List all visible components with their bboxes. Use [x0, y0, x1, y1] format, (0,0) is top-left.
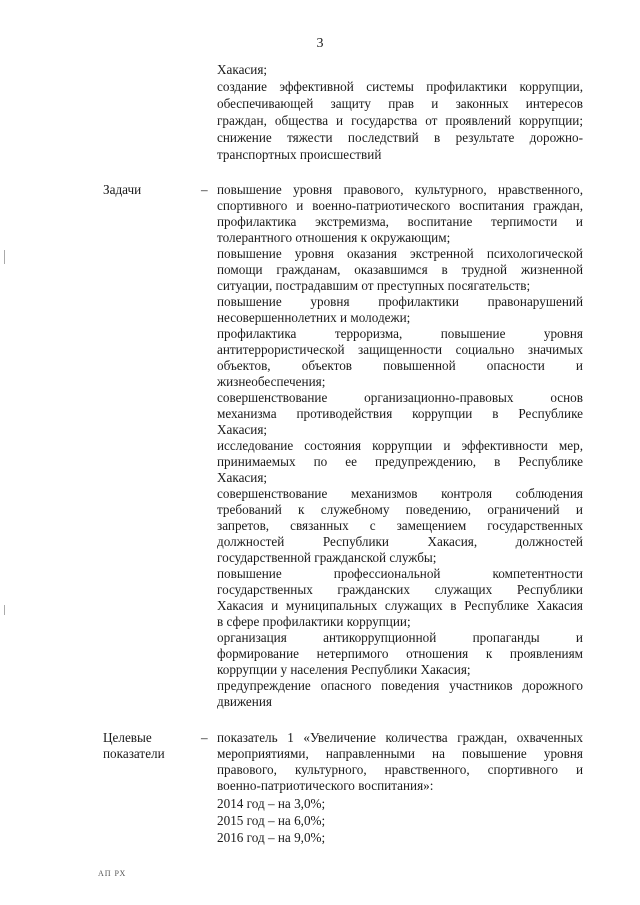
- top-line-1: Хакасия;: [217, 62, 268, 77]
- task-line: требований к служебному поведению, ограничений и: [217, 502, 583, 517]
- indicator-line: правового, культурного, нравственного, спортивного и: [217, 762, 583, 777]
- top-line-4: граждан, общества и государства от проявлений коррупции;: [217, 113, 583, 128]
- indicators-dash: –: [201, 730, 208, 745]
- task-line: принимаемых по ее предупреждению, в Республике: [217, 454, 583, 469]
- task-line: толерантного отношения к окружающим;: [217, 230, 451, 245]
- task-line: совершенствование механизмов контроля соблюдения: [217, 486, 583, 501]
- task-line: несовершеннолетних и молодежи;: [217, 310, 411, 325]
- task-line: Хакасия;: [217, 422, 268, 437]
- tasks-label: Задачи: [103, 182, 142, 197]
- indicator-year: 2015 год – на 6,0%;: [217, 813, 326, 828]
- task-line: государственных гражданских служащих Республики: [217, 582, 583, 597]
- task-line: повышение профессиональной компетентности: [217, 566, 583, 581]
- task-line: организация антикоррупционной пропаганды и: [217, 630, 583, 645]
- indicator-year: 2016 год – на 9,0%;: [217, 830, 326, 845]
- footer-stamp: АП РХ: [98, 869, 127, 878]
- task-line: профилактика терроризма, повышение уровня: [217, 326, 583, 341]
- task-line: повышение уровня правового, культурного, нравственного,: [217, 182, 583, 197]
- task-line: совершенствование организационно-правовых основ: [217, 390, 583, 405]
- indicators-label-line2: показатели: [103, 746, 165, 761]
- top-line-3: обеспечивающей защиту прав и законных интересов: [217, 96, 583, 111]
- indicator-line: мероприятиями, направленными на повышение уровня: [217, 746, 583, 761]
- task-line: должностей Республики Хакасия, должностей: [217, 534, 583, 549]
- task-line: объектов, объектов повышенной опасности и: [217, 358, 583, 373]
- task-line: повышение уровня оказания экстренной психологической: [217, 246, 583, 261]
- top-line-6: транспортных происшествий: [217, 147, 382, 162]
- indicators-label-line1: Целевые: [103, 730, 152, 745]
- task-line: запретов, связанных с замещением государственных: [217, 518, 583, 533]
- scan-mark: [4, 250, 5, 264]
- task-line: помощи гражданам, оказавшимся в трудной жизненной: [217, 262, 583, 277]
- top-line-2: создание эффективной системы профилактики коррупции,: [217, 79, 583, 94]
- task-line: предупреждение опасного поведения участников дорожного: [217, 678, 583, 693]
- task-line: спортивного и военно-патриотического воспитания граждан,: [217, 198, 583, 213]
- tasks-dash: –: [201, 182, 208, 197]
- page-number: 3: [316, 36, 324, 51]
- task-line: Хакасия и муниципальных служащих в Республике Хакасия: [217, 598, 583, 613]
- task-line: исследование состояния коррупции и эффективности мер,: [217, 438, 583, 453]
- indicator-line: показатель 1 «Увеличение количества граждан, охваченных: [217, 730, 583, 745]
- task-line: механизма противодействия коррупции в Республике: [217, 406, 583, 421]
- scan-mark: [4, 605, 5, 615]
- task-line: ситуации, пострадавшим от преступных посягательств;: [217, 278, 531, 293]
- task-line: Хакасия;: [217, 470, 268, 485]
- task-line: движения: [217, 694, 272, 709]
- task-line: профилактика экстремизма, воспитание терпимости и: [217, 214, 583, 229]
- indicator-year: 2014 год – на 3,0%;: [217, 796, 326, 811]
- task-line: в сфере профилактики коррупции;: [217, 614, 411, 629]
- indicator-line: военно-патриотического воспитания»:: [217, 778, 434, 793]
- task-line: государственной гражданской службы;: [217, 550, 437, 565]
- task-line: коррупции у населения Республики Хакасия;: [217, 662, 471, 677]
- task-line: антитеррористической защищенности социально значимых: [217, 342, 583, 357]
- task-line: жизнеобеспечения;: [217, 374, 326, 389]
- task-line: формирование нетерпимого отношения к проявлениям: [217, 646, 583, 661]
- task-line: повышение уровня профилактики правонарушений: [217, 294, 583, 309]
- top-line-5: снижение тяжести последствий в результате дорожно-: [217, 130, 583, 145]
